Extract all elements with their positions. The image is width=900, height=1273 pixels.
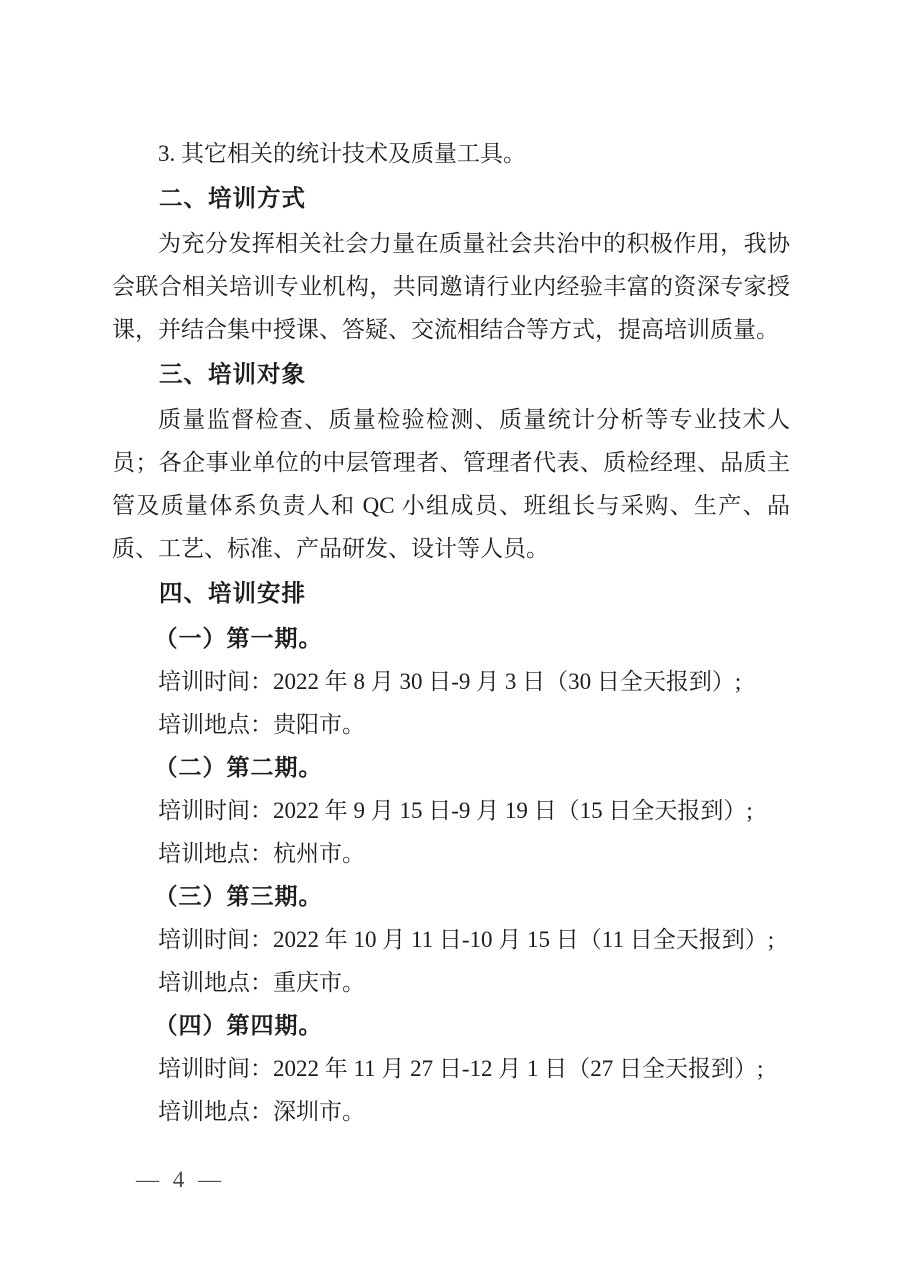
session-2-location: 培训地点：杭州市。 [158,841,365,866]
session-4-location: 培训地点：深圳市。 [158,1099,365,1124]
paragraph-training-audience: 质量监督检查、质量检验检测、质量统计分析等专业技术人员；各企事业单位的中层管理者、管理者代表、质检经理、品质主管及质量体系负责人和 QC 小组成员、班组长与采购、生产、品质、工艺、标准、产品研发、设计等人员。 [112,407,790,561]
session-4 [112,1004,790,1133]
session-1-location: 培训地点：贵阳市。 [158,712,365,737]
session-4-title: （四）第四期。 [154,1013,323,1038]
session-1-time: 培训时间：2022 年 8 月 30 日-9 月 3 日（30 日全天报到）; [158,669,742,694]
session-3 [112,875,790,1004]
session-2-time: 培训时间：2022 年 9 月 15 日-9 月 19 日（15 日全天报到）; [158,798,753,823]
document-body [112,132,790,1133]
session-3-time: 培训时间：2022 年 10 月 11 日-10 月 15 日（11 日全天报到）; [158,927,775,952]
section-heading-training-method: 二、培训方式 [159,185,306,211]
session-2 [112,746,790,875]
session-3-location: 培训地点：重庆市。 [158,970,365,995]
session-1 [112,617,790,746]
section-heading-training-schedule: 四、培训安排 [159,580,306,606]
session-1-title: （一）第一期。 [154,626,323,651]
session-4-time: 培训时间：2022 年 11 月 27 日-12 月 1 日（27 日全天报到）; [158,1056,764,1081]
section-heading-training-audience: 三、培训对象 [159,361,306,387]
list-item-3: 3. 其它相关的统计技术及质量工具。 [158,141,526,166]
page-number: — 4 — [136,1167,225,1192]
session-3-title: （三）第三期。 [154,884,323,909]
session-2-title: （二）第二期。 [154,755,323,780]
paragraph-training-method: 为充分发挥相关社会力量在质量社会共治中的积极作用，我协会联合相关培训专业机构，共同邀请行业内经验丰富的资深专家授课，并结合集中授课、答疑、交流相结合等方式，提高培训质量。 [112,231,790,342]
